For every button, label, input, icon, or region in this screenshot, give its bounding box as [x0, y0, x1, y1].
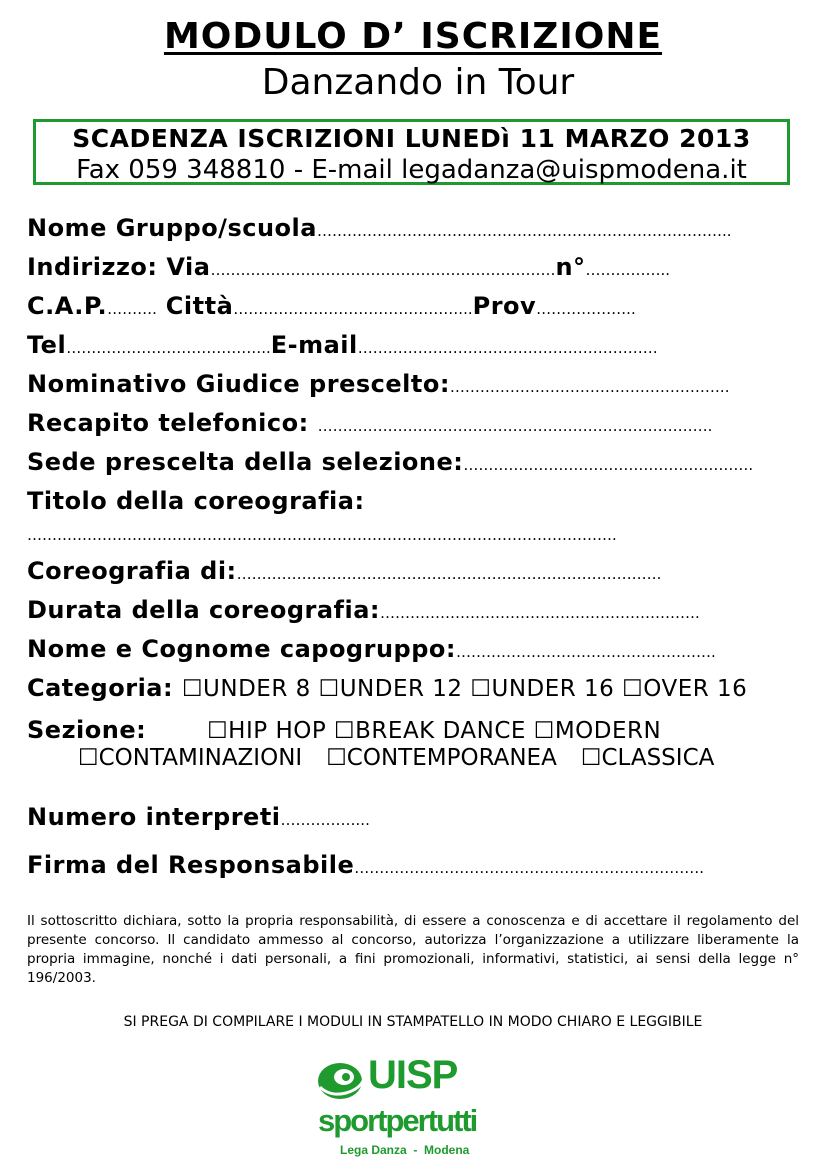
field-capogruppo[interactable]: Nome e Cognome capogruppo:……………………………………………. [27, 635, 716, 663]
checkbox-modern[interactable]: ☐MODERN [533, 718, 662, 744]
checkbox-under-16[interactable]: ☐UNDER 16 [470, 676, 623, 702]
sezione-row-2 [78, 745, 738, 771]
field-titolo-label: Titolo della coreografia: [27, 487, 365, 515]
field-cap-citta-prov[interactable]: C.A.P.………. Città………………………………………...Prov……………….. [27, 292, 636, 320]
instruction-note: SI PREGA DI COMPILARE I MODULI IN STAMPATELLO IN MODO CHIARO E LEGGIBILE [123, 1014, 703, 1030]
field-durata[interactable]: Durata della coreografia:………………………………………………………. [27, 596, 700, 624]
checkbox-hip-hop[interactable]: ☐HIP HOP [207, 718, 335, 744]
checkbox-under-8[interactable]: ☐UNDER 8 [181, 676, 319, 702]
field-sede[interactable]: Sede prescelta della selezione:…………………………………………………. [27, 448, 754, 476]
checkbox-under-12[interactable]: ☐UNDER 12 [318, 676, 471, 702]
field-indirizzo[interactable]: Indirizzo: Via……………………………………………………………n°…………….. [27, 253, 671, 281]
event-name: Danzando in Tour [261, 62, 575, 103]
checkbox-contaminazioni[interactable]: ☐CONTAMINAZIONI [78, 745, 303, 771]
field-categoria: Categoria: ☐UNDER 8 ☐UNDER 12 ☐UNDER 16 ☐OVER 16 [27, 674, 748, 702]
field-nome-gruppo[interactable]: Nome Gruppo/scuola……………………………………………………………………….. [27, 214, 732, 242]
checkbox-break-dance[interactable]: ☐BREAK DANCE [334, 718, 534, 744]
field-tel-email[interactable]: Tel…………………………………..E-mail…………………………………………………… [27, 331, 658, 359]
field-firma[interactable]: Firma del Responsabile……………………………………………………………. [27, 851, 705, 879]
field-recapito[interactable]: Recapito telefonico: ……………………………………………………………………. [27, 409, 713, 437]
checkbox-contemporanea[interactable]: ☐CONTEMPORANEA [326, 745, 557, 771]
form-title: MODULO D’ ISCRIZIONE [163, 16, 663, 57]
logo-subtitle: Lega Danza - Modena [340, 1143, 470, 1157]
uisp-runner-icon [316, 1057, 368, 1101]
uisp-logo [316, 1053, 491, 1161]
logo-tagline: sportpertutti [318, 1103, 477, 1138]
deadline-box [33, 119, 790, 185]
field-titolo[interactable]: ………………………………………………………………………………………………………. [27, 526, 617, 544]
field-giudice[interactable]: Nominativo Giudice prescelto:……………………………………………….. [27, 370, 730, 398]
deadline-text: SCADENZA ISCRIZIONI LUNEDì 11 MARZO 2013 [72, 124, 751, 153]
field-coreografia-di[interactable]: Coreografia di:…………………………………………………………………………. [27, 557, 662, 585]
logo-word: UISP [368, 1053, 458, 1097]
checkbox-classica[interactable]: ☐CLASSICA [580, 745, 715, 771]
field-interpreti[interactable]: Numero interpreti……………... [27, 803, 370, 831]
checkbox-over-16[interactable]: ☐OVER 16 [622, 676, 748, 702]
field-sezione: Sezione: ☐HIP HOP ☐BREAK DANCE ☐MODERN [27, 716, 662, 744]
contact-info: Fax 059 348810 - E-mail legadanza@uispmodena.it [76, 155, 747, 185]
consent-notice: Il sottoscritto dichiara, sotto la propria responsabilità, di essere a conoscenza e di accettare il regolamento del presente concorso. Il candidato ammesso al concorso, autorizza l’organizzazione a utilizzare liberamente la propria immagine, nonché i dati personali, a fini promozionali, informativi, statistici, ai sensi della legge n° 196/2003. [27, 913, 799, 986]
